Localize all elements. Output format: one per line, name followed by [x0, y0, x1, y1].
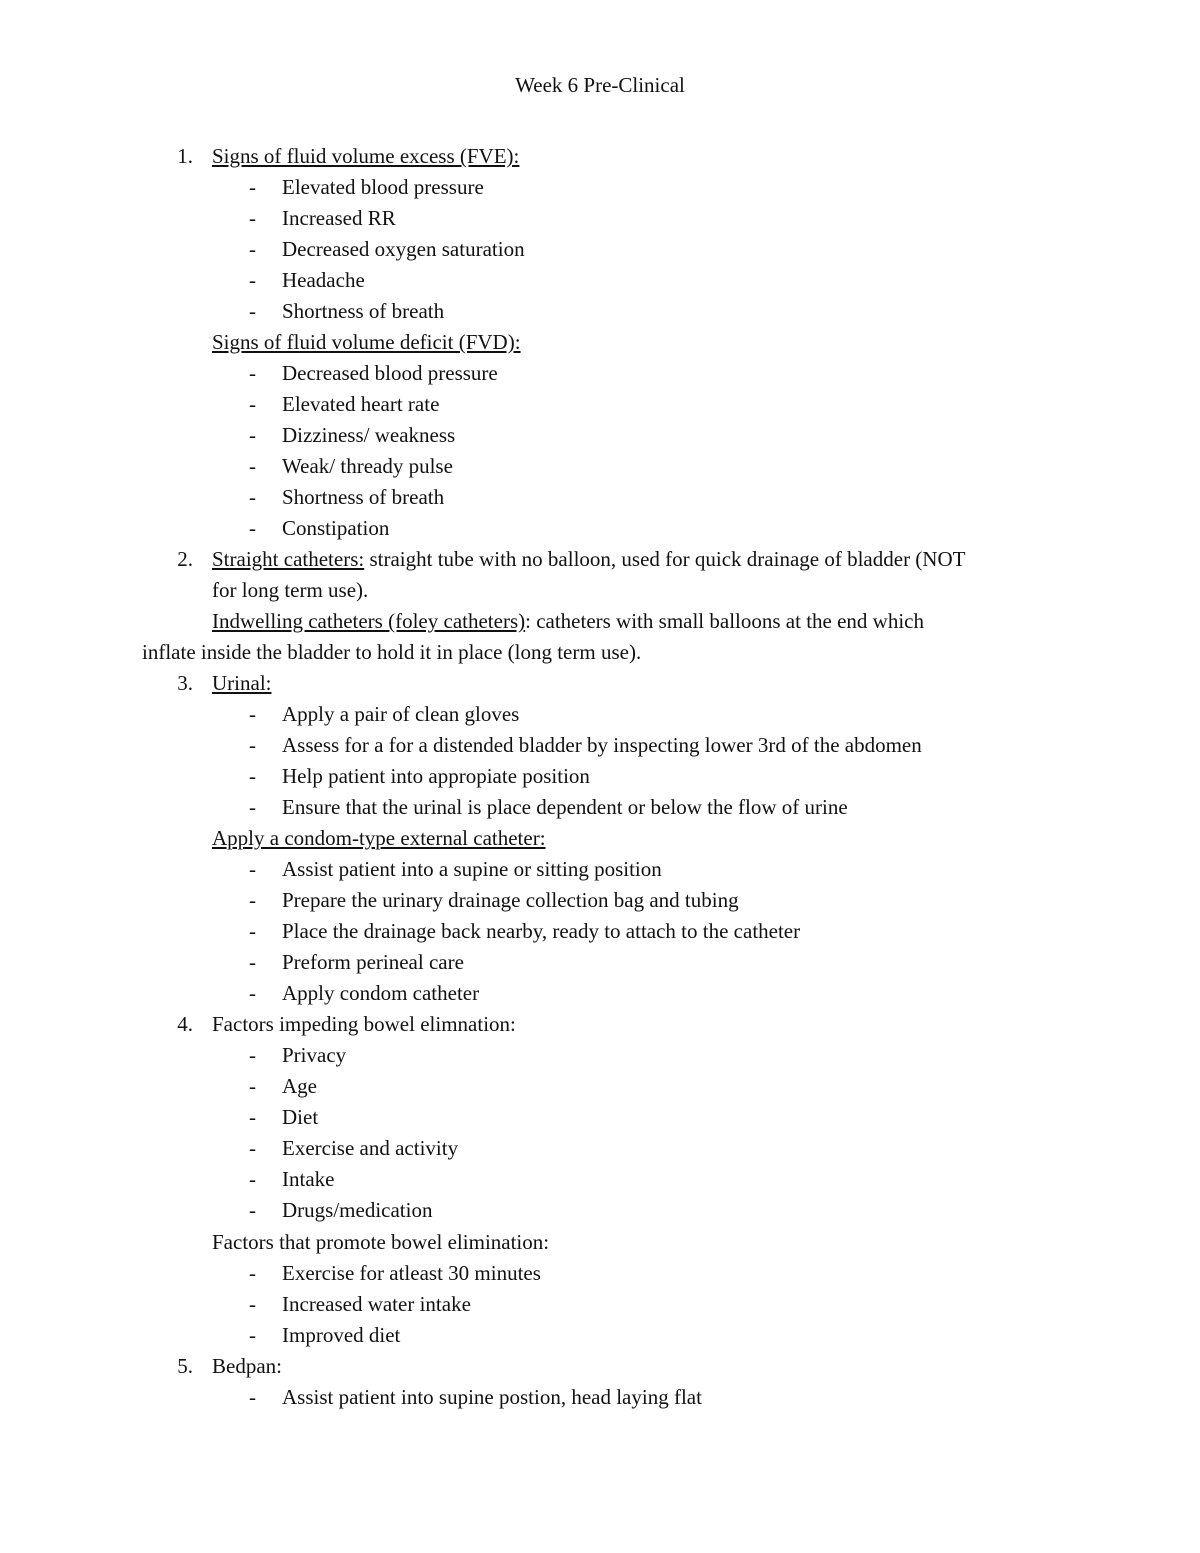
list-number: 3. [177, 671, 193, 695]
list-item: Help patient into appropiate position [282, 764, 590, 788]
paragraph-line [212, 606, 924, 637]
bullet-dash: - [249, 702, 256, 726]
list-item: Apply a pair of clean gloves [282, 702, 520, 726]
list-item: Intake [282, 1167, 335, 1191]
bullet-dash: - [249, 950, 256, 974]
bullet-dash: - [249, 423, 256, 447]
list-item: Decreased oxygen saturation [282, 237, 525, 261]
bullet-dash: - [249, 485, 256, 509]
bullet-dash: - [249, 268, 256, 292]
bullet-dash: - [249, 1385, 256, 1409]
bullet-dash: - [249, 175, 256, 199]
paragraph-line [212, 544, 965, 575]
bullet-dash: - [249, 392, 256, 416]
list-item: Preform perineal care [282, 950, 464, 974]
bullet-dash: - [249, 857, 256, 881]
bullet-dash: - [249, 1261, 256, 1285]
bullet-dash: - [249, 361, 256, 385]
list-item: Elevated blood pressure [282, 175, 484, 199]
term-indwelling-catheters: Indwelling catheters (foley catheters) [212, 609, 526, 633]
section-subheading: Factors that promote bowel elimination: [212, 1230, 550, 1254]
list-item: Shortness of breath [282, 485, 445, 509]
term-straight-catheters: Straight catheters: [212, 547, 365, 571]
list-item: Weak/ thready pulse [282, 454, 453, 478]
section-heading: Factors impeding bowel elimnation: [212, 1012, 516, 1036]
paragraph-line: for long term use). [212, 578, 369, 602]
bullet-dash: - [249, 1198, 256, 1222]
bullet-dash: - [249, 454, 256, 478]
bullet-dash: - [249, 237, 256, 261]
bullet-dash: - [249, 919, 256, 943]
bullet-dash: - [249, 1043, 256, 1067]
list-item: Assist patient into supine postion, head laying flat [282, 1385, 702, 1409]
list-item: Assess for a for a distended bladder by inspecting lower 3rd of the abdomen [282, 733, 922, 757]
bullet-dash: - [249, 888, 256, 912]
list-number: 5. [177, 1354, 193, 1378]
list-item: Constipation [282, 516, 390, 540]
list-item: Headache [282, 268, 365, 292]
list-number: 1. [177, 144, 193, 168]
section-heading: Signs of fluid volume excess (FVE): [212, 144, 520, 168]
bullet-dash: - [249, 1292, 256, 1316]
list-item: Exercise for atleast 30 minutes [282, 1261, 541, 1285]
term-definition: : catheters with small balloons at the end which [525, 609, 925, 633]
bullet-dash: - [249, 1323, 256, 1347]
list-item: Age [282, 1074, 317, 1098]
section-subheading: Apply a condom-type external catheter: [212, 826, 546, 850]
list-item: Assist patient into a supine or sitting position [282, 857, 662, 881]
bullet-dash: - [249, 733, 256, 757]
list-item: Apply condom catheter [282, 981, 480, 1005]
section-heading: Bedpan: [212, 1354, 282, 1378]
bullet-dash: - [249, 516, 256, 540]
list-number: 2. [177, 547, 193, 571]
list-item: Dizziness/ weakness [282, 423, 456, 447]
list-item: Exercise and activity [282, 1136, 459, 1160]
list-item: Increased water intake [282, 1292, 471, 1316]
list-item: Privacy [282, 1043, 347, 1067]
bullet-dash: - [249, 1136, 256, 1160]
bullet-dash: - [249, 206, 256, 230]
bullet-dash: - [249, 764, 256, 788]
list-item: Place the drainage back nearby, ready to attach to the catheter [282, 919, 801, 943]
list-item: Drugs/medication [282, 1198, 433, 1222]
bullet-dash: - [249, 1167, 256, 1191]
bullet-dash: - [249, 299, 256, 323]
paragraph-line: inflate inside the bladder to hold it in place (long term use). [142, 640, 642, 664]
list-item: Increased RR [282, 206, 396, 230]
list-item: Decreased blood pressure [282, 361, 498, 385]
page-title: Week 6 Pre-Clinical [515, 73, 685, 97]
list-item: Improved diet [282, 1323, 401, 1347]
bullet-dash: - [249, 795, 256, 819]
list-item: Ensure that the urinal is place dependent or below the flow of urine [282, 795, 848, 819]
bullet-dash: - [249, 1105, 256, 1129]
list-item: Prepare the urinary drainage collection bag and tubing [282, 888, 739, 912]
bullet-dash: - [249, 981, 256, 1005]
term-definition: straight tube with no balloon, used for quick drainage of bladder (NOT [364, 547, 966, 571]
list-number: 4. [177, 1012, 193, 1036]
bullet-dash: - [249, 1074, 256, 1098]
section-heading: Urinal: [212, 671, 272, 695]
list-item: Elevated heart rate [282, 392, 440, 416]
section-subheading: Signs of fluid volume deficit (FVD): [212, 330, 521, 354]
list-item: Shortness of breath [282, 299, 445, 323]
list-item: Diet [282, 1105, 319, 1129]
